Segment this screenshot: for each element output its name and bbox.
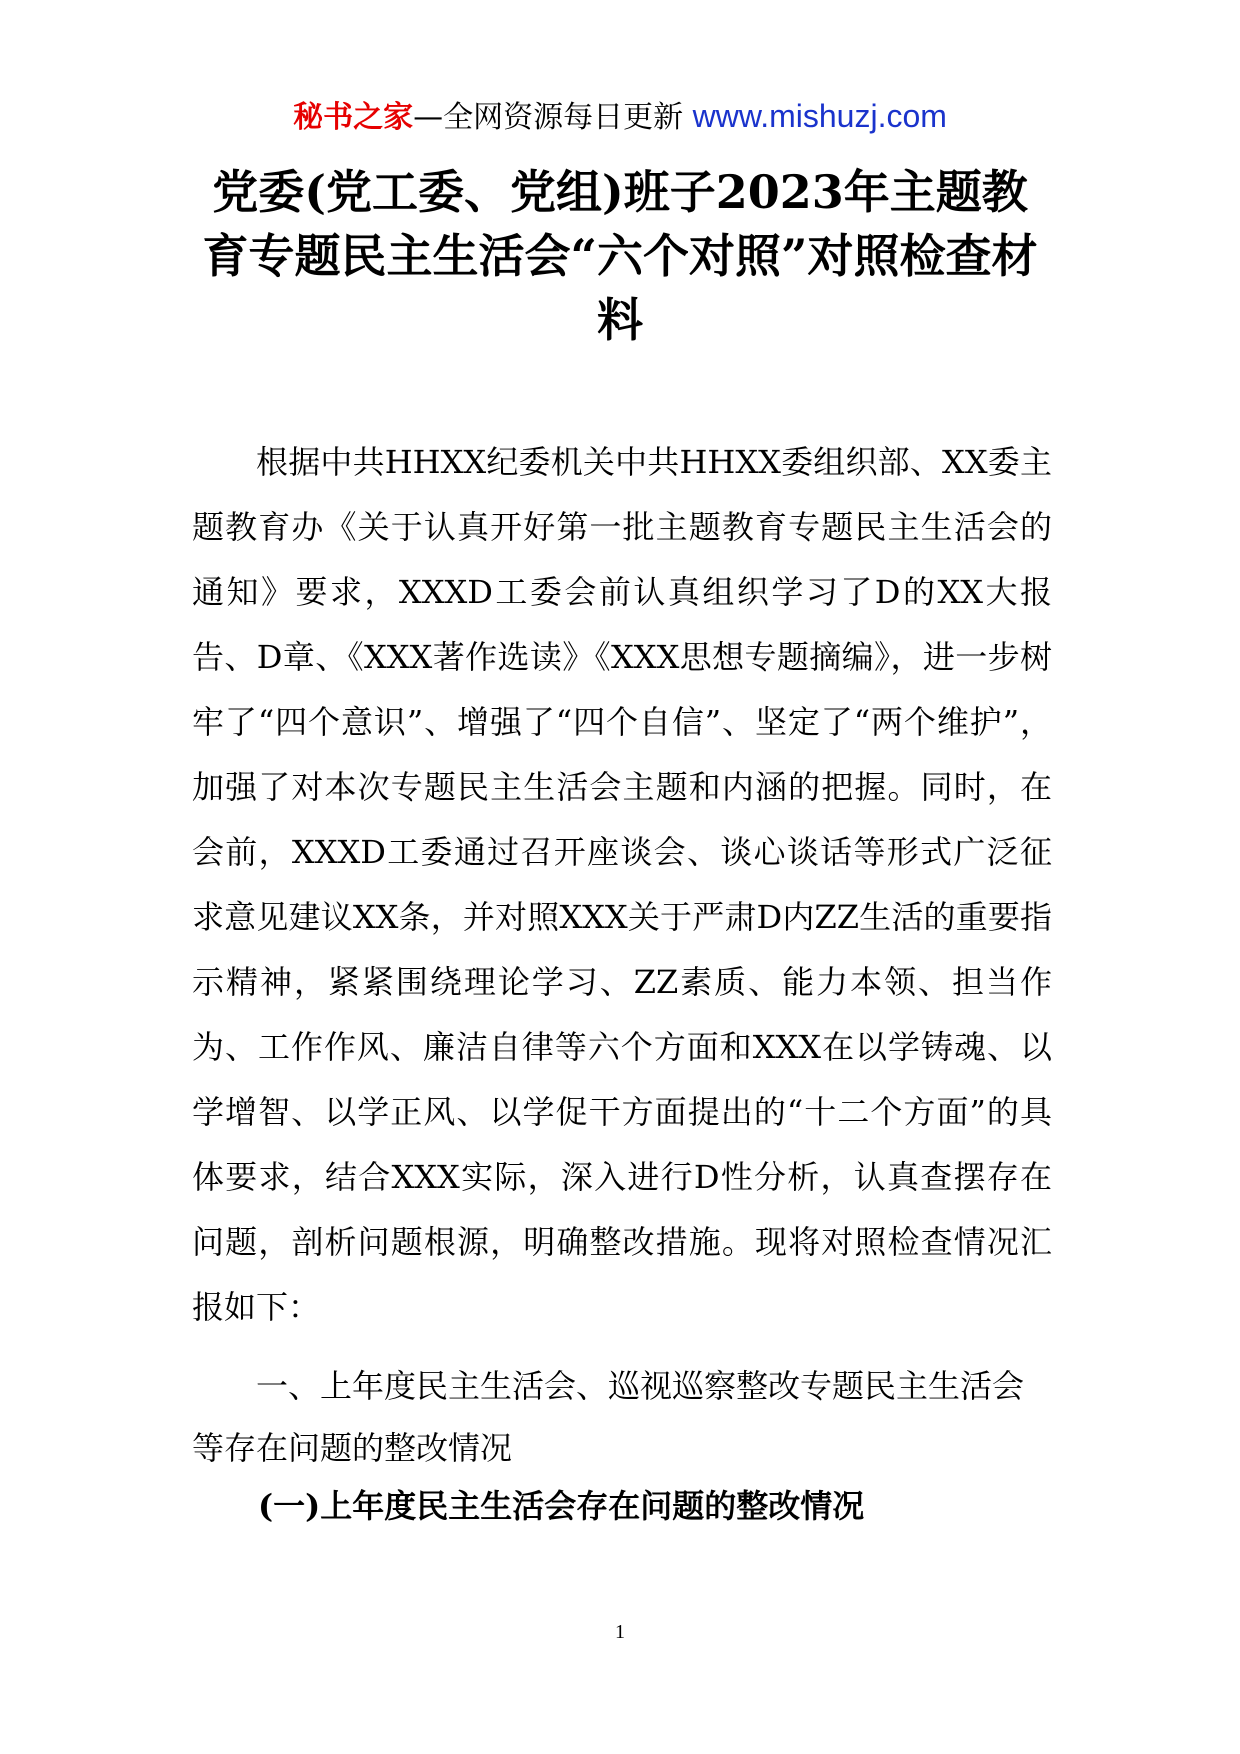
- section-1-heading: 一、上年度民主生活会、巡视巡察整改专题民主生活会等存在问题的整改情况: [192, 1367, 1025, 1467]
- site-slogan: —全网资源每日更新: [413, 100, 684, 135]
- site-header: [0, 96, 1240, 138]
- site-url-link[interactable]: www.mishuzj.com: [692, 98, 947, 134]
- page-number: 1: [615, 1621, 625, 1643]
- intro-paragraph: 根据中共HHXX纪委机关中共HHXX委组织部、XX委主题教育办《关于认真开好第一批主题教育专题民主生活会的通知》要求，XXXD工委会前认真组织学习了D的XX大报告、D章、《XXX著作选读》《XXX思想专题摘编》，进一步树牢了“四个意识”、增强了“四个自信”、坚定了“两个维护”，加强了对本次专题民主生活会主题和内涵的把握。同时，在会前，XXXD工委通过召开座谈会、谈心谈话等形式广泛征求意见建议XX条，并对照XXX关于严肃D内ZZ生活的重要指示精神，紧紧围绕理论学习、ZZ素质、能力本领、担当作为、工作作风、廉洁自律等六个方面和XXX在以学铸魂、以学增智、以学正风、以学促干方面提出的“十二个方面”的具体要求，结合XXX实际，深入进行D性分析，认真查摆存在问题，剖析问题根源，明确整改措施。现将对照检查情况汇报如下：: [192, 443, 1052, 1326]
- document-title: 党委(党工委、党组)班子2023年主题教育专题民主生活会“六个对照”对照检查材料: [202, 165, 1038, 347]
- subsection-1-heading: (一)上年度民主生活会存在问题的整改情况: [258, 1487, 865, 1525]
- site-brand: 秘书之家: [293, 100, 414, 135]
